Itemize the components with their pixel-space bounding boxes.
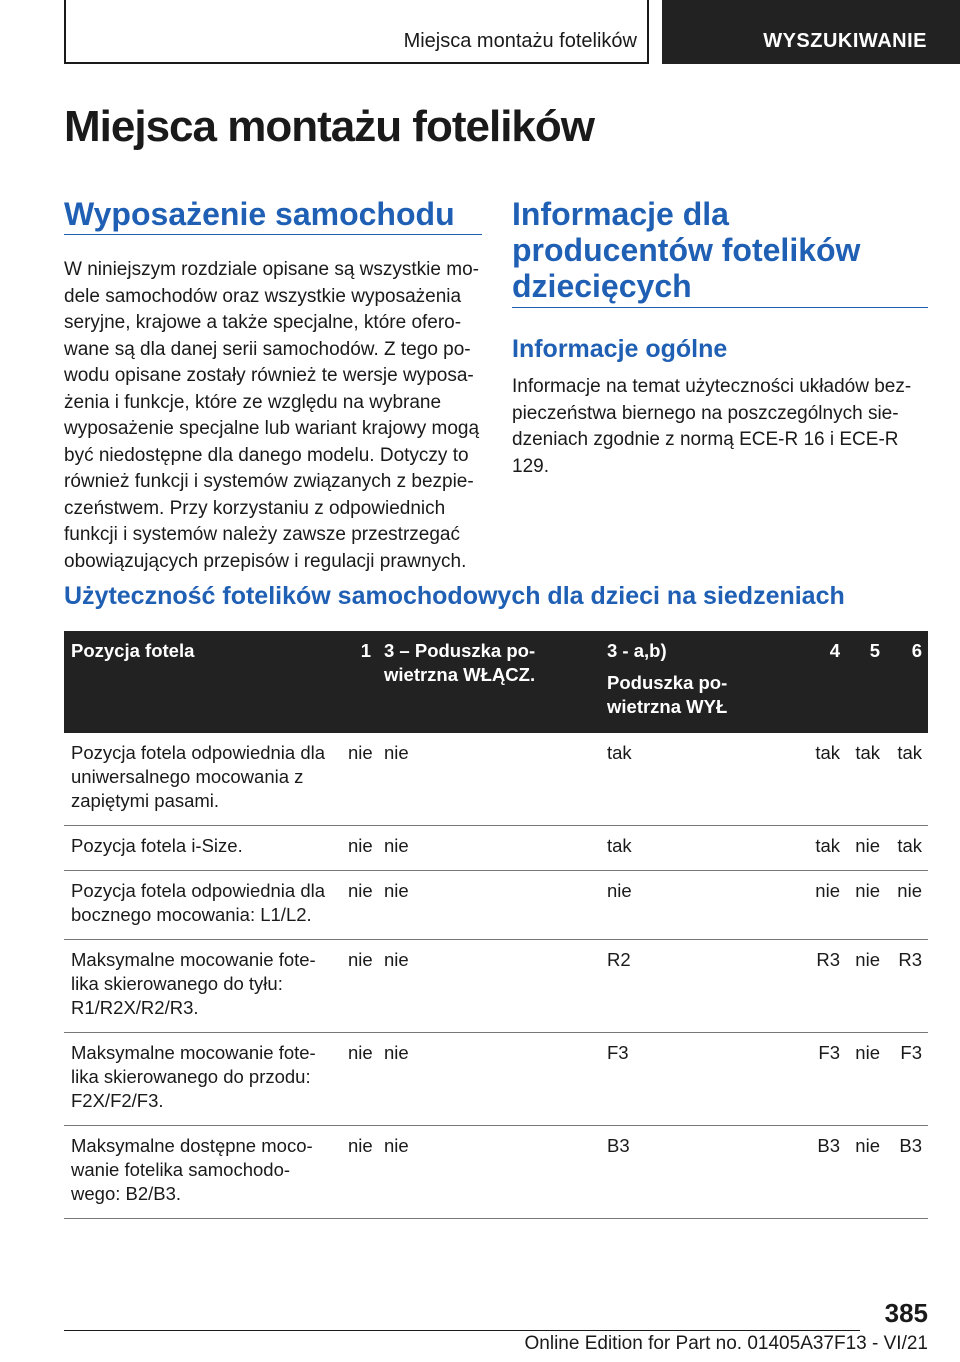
cell-seat-3-airbag-off: F3 xyxy=(600,1033,806,1126)
cell-seat-6: tak xyxy=(886,733,928,826)
cell-seat-4: tak xyxy=(806,826,846,871)
header-cell-seat-4: 4 xyxy=(806,631,846,733)
header-section-label: Miejsca montażu fotelików xyxy=(403,30,637,52)
cell-seat-1: nie xyxy=(341,1033,377,1126)
cell-seat-5: tak xyxy=(846,733,886,826)
table-row xyxy=(64,826,928,871)
cell-seat-3-airbag-off: nie xyxy=(600,871,806,940)
cell-position: Maksymalne mocowanie fote‐lika skierowanego do tyłu: R1/R2X/R2/R3. xyxy=(64,940,341,1033)
cell-seat-4: B3 xyxy=(806,1126,846,1219)
edition-note: Online Edition for Part no. 01405A37F13 - VI/21 xyxy=(524,1333,928,1354)
cell-seat-3-airbag-on: nie xyxy=(377,1033,600,1126)
header-cell-seat-3-airbag-on: 3 – Poduszka po‐wietrzna WŁĄCZ. xyxy=(377,631,600,733)
cell-seat-5: nie xyxy=(846,1126,886,1219)
table-row xyxy=(64,871,928,940)
search-tab-label: WYSZUKIWANIE xyxy=(763,30,927,52)
cell-seat-4: R3 xyxy=(806,940,846,1033)
header-cell-seat-6: 6 xyxy=(886,631,928,733)
cell-position: Pozycja fotela i-Size. xyxy=(64,826,341,871)
header-cell-seat-1: 1 xyxy=(341,631,377,733)
table-title: Użyteczność fotelików samochodowych dla dzieci na siedzeniach xyxy=(64,582,845,610)
cell-seat-3-airbag-on: nie xyxy=(377,733,600,826)
seat-suitability-table xyxy=(64,631,928,1219)
cell-position: Pozycja fotela odpowiednia dla bocznego mocowania: L1/L2. xyxy=(64,871,341,940)
section-title-manufacturers: Informacje dla producentów fotelików dziecięcych xyxy=(512,196,861,304)
section-divider xyxy=(64,234,482,235)
cell-seat-6: F3 xyxy=(886,1033,928,1126)
cell-seat-5: nie xyxy=(846,1033,886,1126)
section-title-equipment: Wyposażenie samochodu xyxy=(64,196,455,232)
cell-seat-6: tak xyxy=(886,826,928,871)
table-row xyxy=(64,1126,928,1219)
cell-seat-3-airbag-on: nie xyxy=(377,1126,600,1219)
cell-seat-5: nie xyxy=(846,940,886,1033)
header-seat-3-ab-label: 3 - a,b) xyxy=(607,640,667,661)
page-title: Miejsca montażu fotelików xyxy=(64,102,594,151)
cell-seat-1: nie xyxy=(341,871,377,940)
search-tab[interactable] xyxy=(662,0,960,64)
table-header-row xyxy=(64,631,928,733)
cell-seat-6: nie xyxy=(886,871,928,940)
cell-seat-3-airbag-off: R2 xyxy=(600,940,806,1033)
cell-seat-3-airbag-on: nie xyxy=(377,940,600,1033)
cell-seat-4: nie xyxy=(806,871,846,940)
cell-seat-3-airbag-on: nie xyxy=(377,826,600,871)
cell-position: Maksymalne dostępne moco‐wanie fotelika samochodo‐wego: B2/B3. xyxy=(64,1126,341,1219)
header-cell-seat-3-airbag-off xyxy=(600,631,806,733)
cell-seat-4: F3 xyxy=(806,1033,846,1126)
cell-seat-3-airbag-off: B3 xyxy=(600,1126,806,1219)
cell-position: Pozycja fotela odpowiednia dla uniwersalnego mocowania z zapiętymi pasami. xyxy=(64,733,341,826)
cell-seat-1: nie xyxy=(341,733,377,826)
footer-divider xyxy=(64,1330,860,1331)
cell-seat-6: B3 xyxy=(886,1126,928,1219)
section-divider xyxy=(512,307,928,308)
cell-seat-6: R3 xyxy=(886,940,928,1033)
subsection-title-general: Informacje ogólne xyxy=(512,335,728,363)
page-number: 385 xyxy=(884,1298,928,1328)
cell-seat-5: nie xyxy=(846,826,886,871)
cell-seat-1: nie xyxy=(341,826,377,871)
cell-seat-1: nie xyxy=(341,1126,377,1219)
table-row xyxy=(64,733,928,826)
cell-seat-3-airbag-on: nie xyxy=(377,871,600,940)
header-cell-seat-5: 5 xyxy=(846,631,886,733)
cell-seat-1: nie xyxy=(341,940,377,1033)
cell-seat-3-airbag-off: tak xyxy=(600,826,806,871)
cell-seat-5: nie xyxy=(846,871,886,940)
header-section-tab[interactable] xyxy=(64,0,649,64)
cell-seat-4: tak xyxy=(806,733,846,826)
cell-seat-3-airbag-off: tak xyxy=(600,733,806,826)
table-row xyxy=(64,940,928,1033)
header-airbag-off-label: Poduszka po‐wietrzna WYŁ xyxy=(607,672,728,717)
general-info-body-text: Informacje na temat użyteczności układów bez‐pieczeństwa biernego na poszczególnych sie‐dzeniach zgodnie z normą ECE-R 16 i ECE-R 129. xyxy=(512,376,912,477)
equipment-body-text: W niniejszym rozdziale opisane są wszystkie mo‐dele samochodów oraz wszystkie wyposażenia seryjne, krajowe a także specjalne, które ofero‐wane są dla danej serii samochodów. Z tego po‐wodu opisane zostały również te wersje wyposa‐żenia i funkcje, które ze względu na wybrane wyposażenie specjalne lub wariant krajowy mogą być niedostępne dla danego modelu. Dotyczy to również funkcji i systemów związanych z bezpie‐czeństwem. Przy korzystaniu z odpowiednich funkcji i systemów należy zawsze przestrzegać obowiązujących przepisów i regulacji prawnych. xyxy=(64,259,480,572)
header-cell-position: Pozycja fotela xyxy=(64,631,341,733)
cell-position: Maksymalne mocowanie fote‐lika skierowanego do przodu: F2X/F2/F3. xyxy=(64,1033,341,1126)
table-row xyxy=(64,1033,928,1126)
